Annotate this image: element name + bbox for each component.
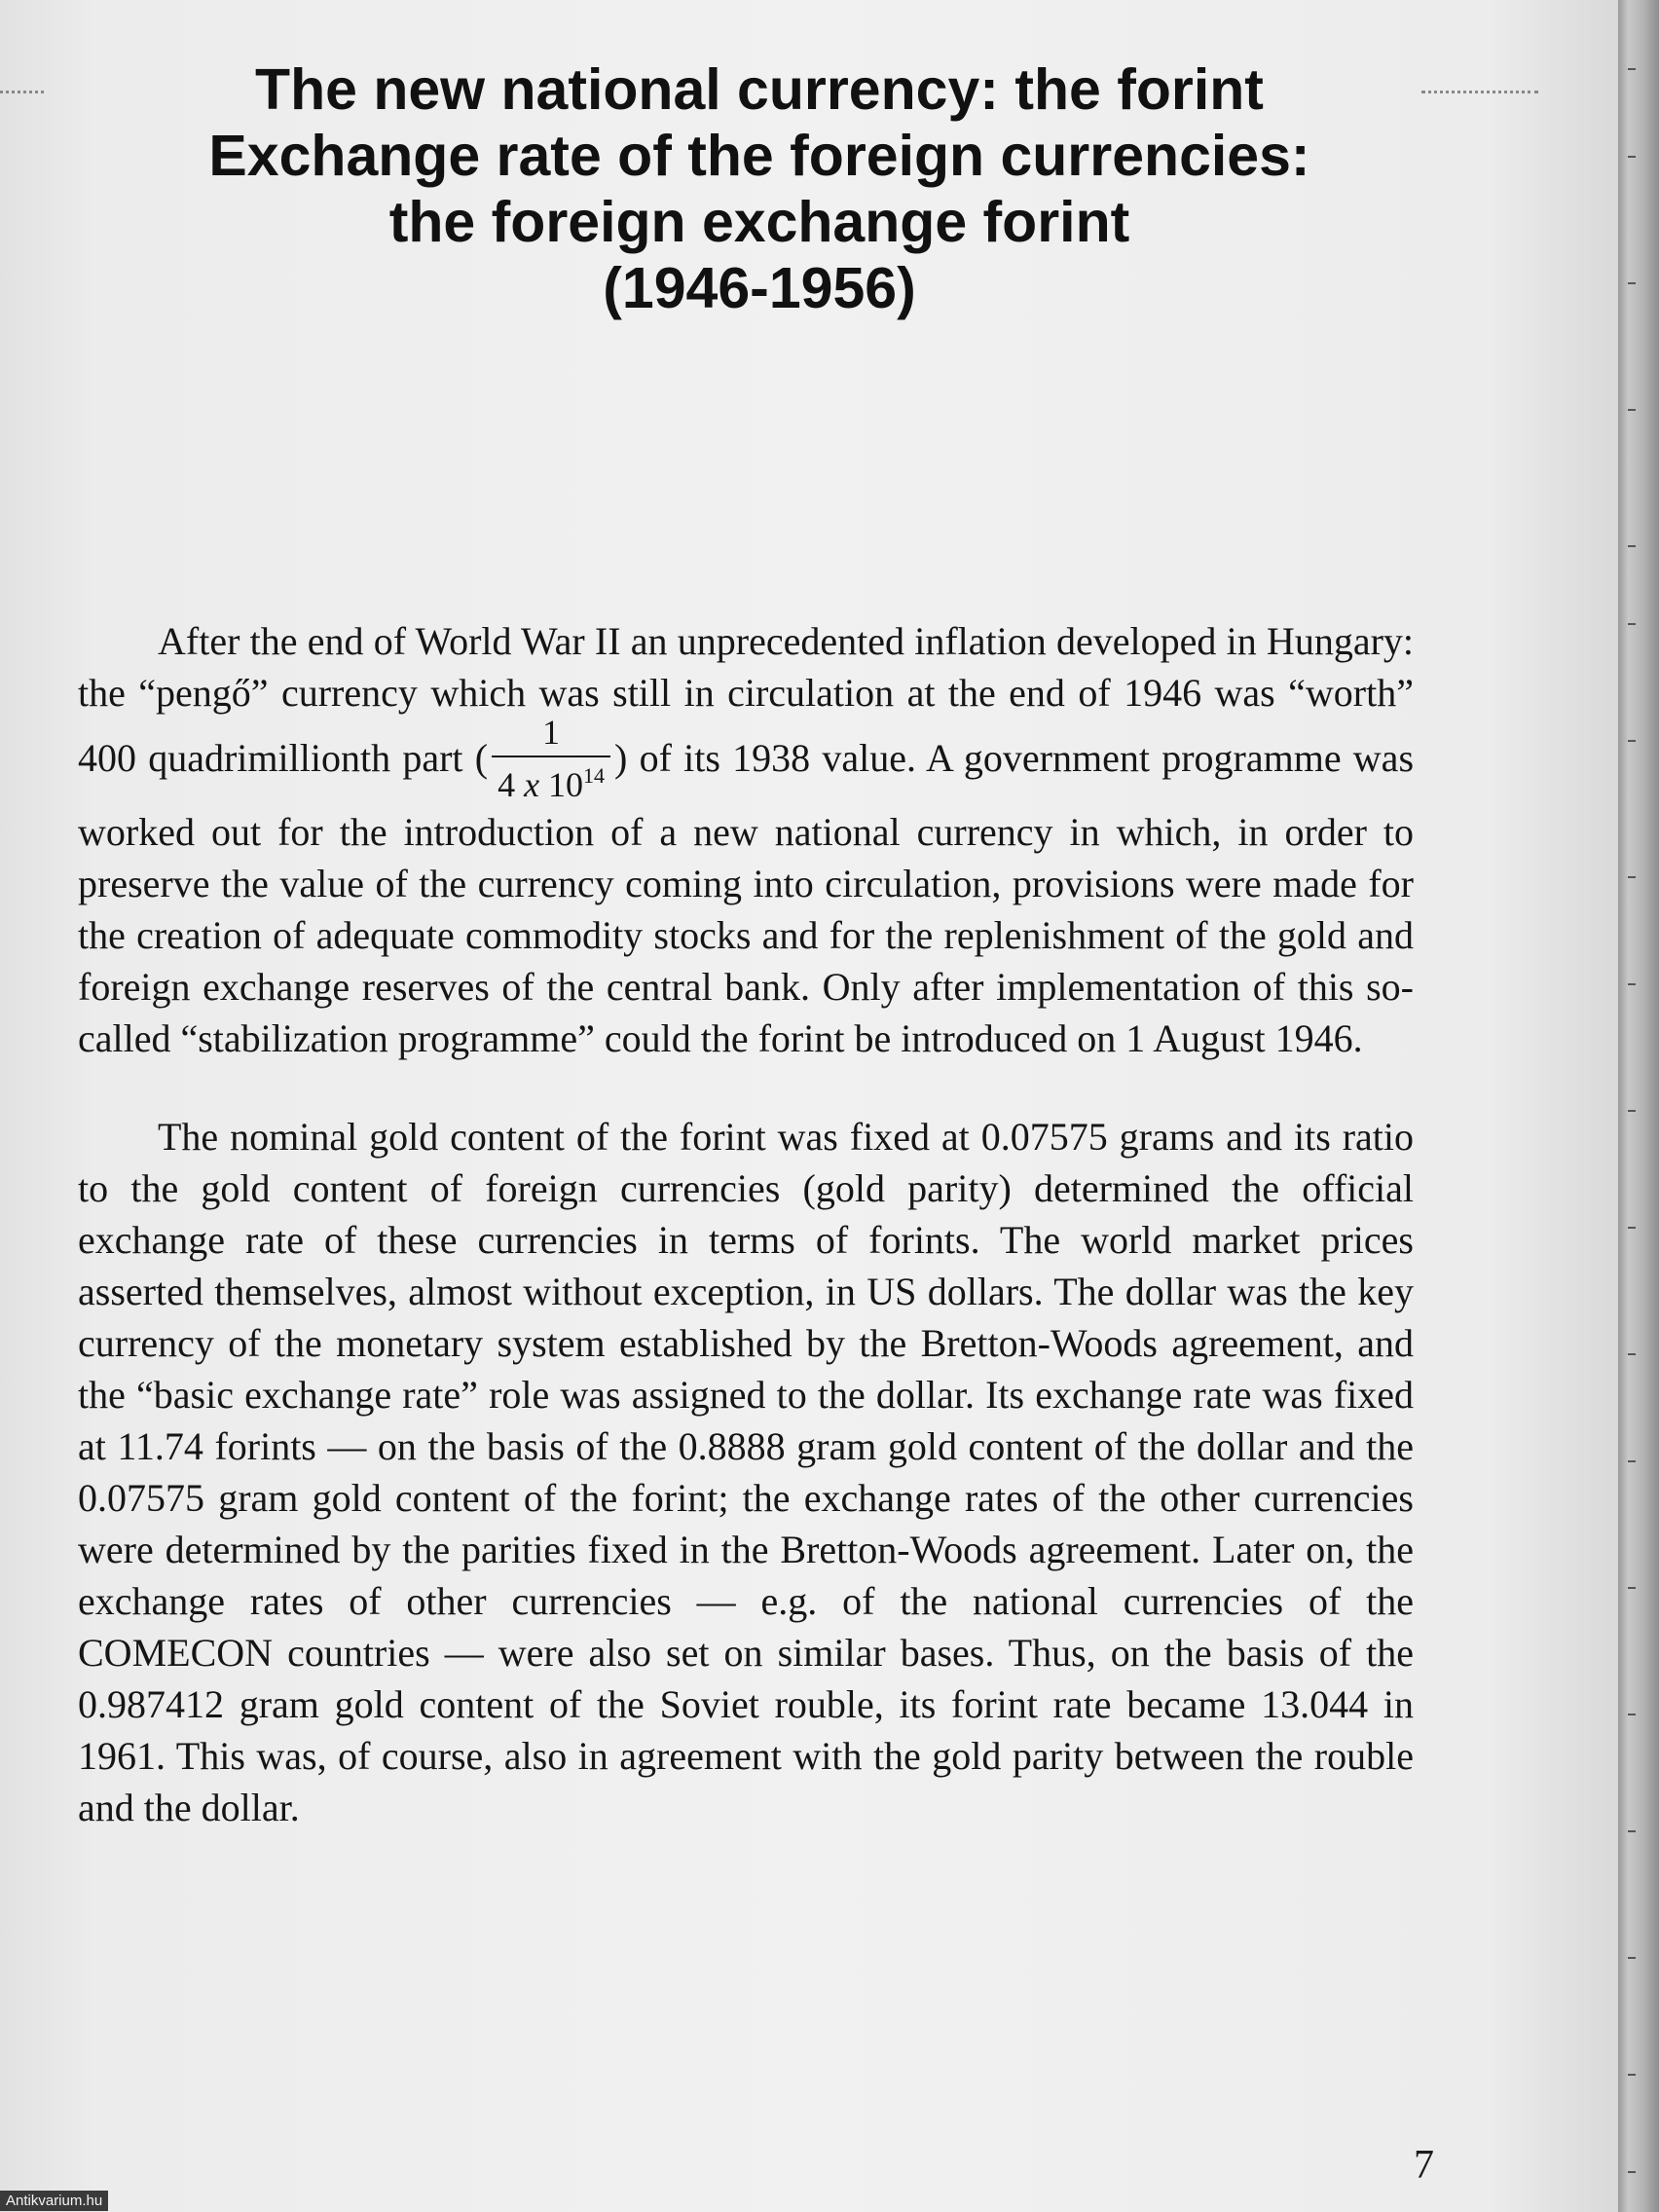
page-edge-mark [1628,1460,1636,1462]
page-edge-mark [1628,1110,1636,1112]
title-line-3: the foreign exchange forint [388,190,1130,254]
fraction-denominator-base: 4 [498,765,516,804]
page-edge-mark [1628,68,1636,70]
fraction [492,715,610,802]
page-edge-mark [1628,623,1636,625]
title-line-4: (1946-1956) [603,256,916,320]
fraction-times-sign: x [524,765,540,804]
title-line-1: The new national currency: the forint [255,57,1264,122]
page-edge-mark [1628,2074,1636,2076]
page-edge-mark [1628,983,1636,985]
page-edge-mark [1628,409,1636,411]
page-edge-mark [1628,156,1636,158]
title-line-2: Exchange rate of the foreign currencies: [208,124,1310,188]
page-edge-mark [1628,876,1636,878]
fraction-numerator: 1 [492,715,610,757]
page-edge [1618,0,1659,2212]
page-edge-mark [1628,2171,1636,2173]
page-edge-mark [1628,1587,1636,1589]
paragraph-2: The nominal gold content of the forint was fixed at 0.07575 grams and its ratio to the gold content of foreign currencies (gold parity) determined the official exchange rate of these currencies in terms of forints. The world market prices asserted themselves, almost without exception, in US dollars. The dollar was the key currency of the monetary system established by the Bretton-Woods agreement, and the “basic exchange rate” role was assigned to the dollar. Its exchange rate was fixed at 11.74 forints — on the basis of the 0.8888 gram gold content of the dollar and the 0.07575 gram gold content of the forint; the exchange rates of the other currencies were determined by the parities fixed in the Bretton-Woods agreement. Later on, the exchange rates of other currencies — e.g. of the national currencies of the COMECON countries — were also set on similar bases. Thus, on the basis of the 0.987412 gram gold content of the Soviet rouble, its forint rate became 13.044 in 1961. This was, of course, also in agreement with the gold parity between the rouble and the dollar. [78,1115,1414,1829]
page-edge-mark [1628,282,1636,284]
fraction-exponent: 14 [583,763,606,788]
page-edge-mark [1628,1714,1636,1715]
paragraph-1-text-end: ) of its 1938 value. A government programme was worked out for the introduction of a new national currency in which, in order to preserve the value of the currency coming into circulation, provisions were made for the creation of adequate commodity stocks and for the replenishment of the gold and foreign exchange reserves of the central bank. Only after implementation of this so-called “stabilization programme” could the forint be introduced on 1 August 1946. [78,736,1415,1060]
page-edge-mark [1628,1227,1636,1229]
fraction-power-base: 10 [548,765,584,804]
page-edge-mark [1628,1957,1636,1959]
fraction-denominator [492,757,610,802]
page-edge-mark [1628,1830,1636,1832]
page-edge-mark [1628,545,1636,547]
page-edge-mark [1628,740,1636,742]
paragraph-1-text-start: After the end of World War II an unprecedented inflation developed in Hungary: the “pengő” currency which was still in circulation at the end of 1946 was “worth” 400 quadrimillionth part ( [78,619,1414,781]
body-text [78,615,1414,1833]
page-edge-mark [1628,1353,1636,1355]
page-title [78,56,1441,321]
paragraph-1 [78,615,1414,1064]
bleed-through-dots-left [0,91,44,93]
page-number: 7 [1414,2143,1434,2188]
watermark: Antikvarium.hu [0,2191,108,2211]
